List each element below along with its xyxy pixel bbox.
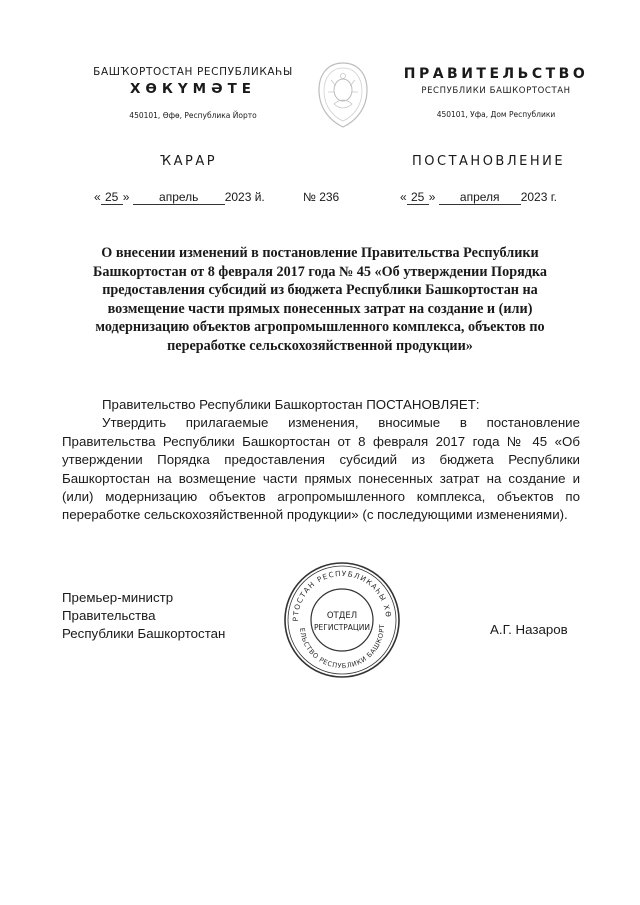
body-paragraph-1: Правительство Республики Башкортостан ПОСТАНОВЛЯЕТ: — [102, 397, 480, 412]
signature-position-line1: Премьер-министр — [62, 590, 174, 605]
body-paragraph-2: Утвердить прилагаемые изменения, вносимые в постановление Правительства Республики Башкортостан от 8 февраля 2017 года № 45 «Об утверждении Порядка предоставления субсидий из бюджета Республики Башкортостан на возмещение части прямых понесенных затрат на создание и (или) модернизацию объектов агропромышленного комплекса, объектов по переработке сельскохозяйственной продукции» (с последующими изменениями). — [62, 415, 580, 523]
header-left-block — [88, 66, 298, 120]
date-left-month: апрель — [133, 190, 225, 205]
stamp-center-line2: РЕГИСТРАЦИИ — [314, 623, 370, 632]
date-left-year: 2023 й. — [224, 190, 265, 204]
document-number: № 236 — [303, 190, 340, 204]
doc-type-right: ПОСТАНОВЛЕНИЕ — [412, 154, 566, 169]
stamp-ring-top: РТОСТАН РЕСПУБЛИКАҺЫ ХӨ — [290, 568, 394, 622]
coat-of-arms-emblem — [314, 60, 372, 130]
document-title: О внесении изменений в постановление Правительства Республики Башкортостан от 8 февраля 2017 года № 45 «Об утверждении Порядка предоставления субсидий из бюджета Республики Башкортостан на возмещение части прямых понесенных затрат на создание и (или) модернизацию объектов агропромышленного комплекса, объектов по переработке сельскохозяйственной продукции» — [93, 245, 547, 354]
date-right-day: 25 — [407, 190, 429, 205]
signature-name: А.Г. Назаров — [490, 622, 568, 637]
header-right-line1: ПРАВИТЕЛЬСТВО — [403, 66, 589, 82]
header-left-address: 450101, Өфө, Республика Йорто — [129, 111, 257, 120]
header-left-line1: БАШҠОРТОСТАН РЕСПУБЛИКАҺЫ — [93, 66, 293, 78]
doc-type-left: ҠАРАР — [160, 154, 218, 169]
stamp-ring-bottom: ЕЛЬСТВО РЕСПУБЛИКИ БАШКОРТ — [297, 623, 387, 671]
signature-position-line3: Республики Башкортостан — [62, 626, 226, 641]
header-left-line2: ХӨКҮМӘТЕ — [129, 81, 257, 97]
signature-position — [62, 589, 225, 643]
date-right-year: 2023 г. — [520, 190, 557, 204]
date-left-day: 25 — [101, 190, 123, 205]
signature-position-line2: Правительства — [62, 608, 156, 623]
header-right-address: 450101, Уфа, Дом Республики — [436, 110, 556, 119]
stamp-center-line1: ОТДЕЛ — [326, 611, 358, 621]
date-left: « 25 » апрель 2023 й. — [94, 190, 265, 204]
date-right-month: апреля — [439, 190, 521, 205]
date-right: « 25 » апреля 2023 г. — [400, 190, 557, 204]
header-right-line2: РЕСПУБЛИКИ БАШКОРТОСТАН — [421, 86, 571, 96]
registration-stamp — [282, 560, 402, 680]
document-body — [62, 396, 580, 525]
header-right-block — [398, 66, 594, 119]
